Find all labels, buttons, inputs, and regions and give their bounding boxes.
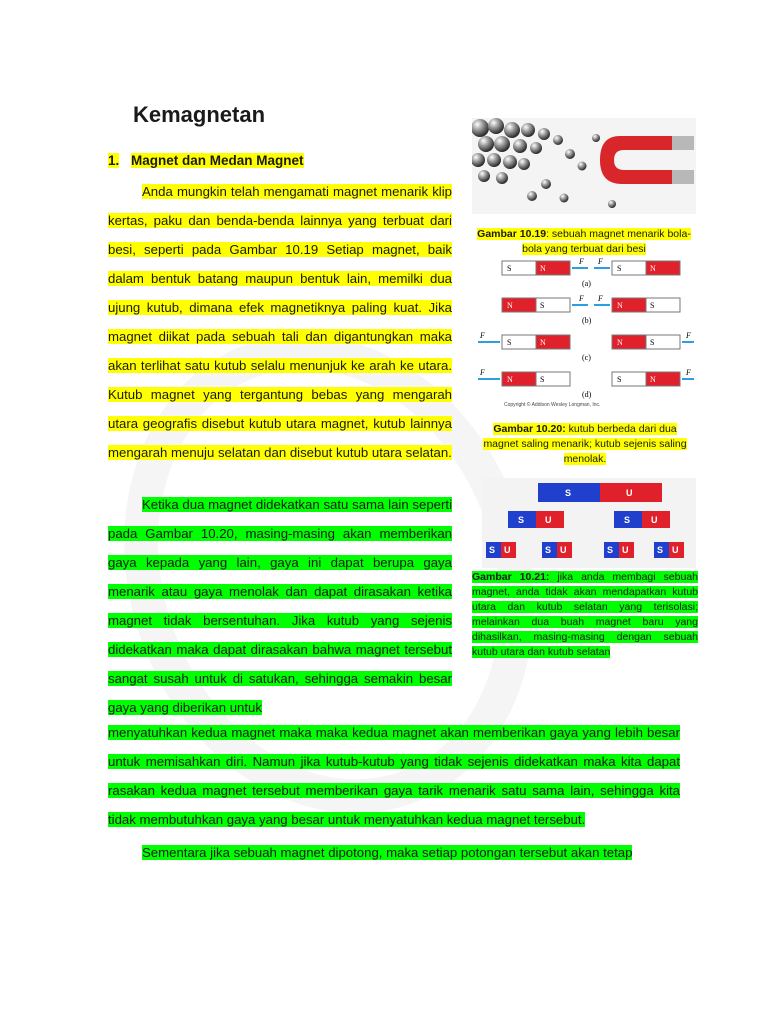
- figure-magnet-poles: [474, 256, 696, 408]
- section-number: 1.: [108, 153, 120, 168]
- paragraph-cut-magnet: Sementara jika sebuah magnet dipotong, maka setiap potongan tersebut akan tetap: [142, 845, 633, 860]
- paragraph-two-magnets: Ketika dua magnet didekatkan satu sama lain seperti pada Gambar 10.20, masing-masing akan memberikan gaya kepada yang lain, gaya ini dapat berupa gaya menarik atau gaya menolak dan dapat dirasakan ketika magnet tidak bersentuhan. Jika kutub yang sejenis didekatkan maka dapat dirasakan bahwa magnet tersebut sangat susah untuk di satukan, sehingga semakin besar gaya yang diberikan untuk: [108, 497, 452, 715]
- column-text-green: [108, 490, 452, 722]
- row-label-a: (a): [582, 279, 591, 288]
- pole-label-n: N: [540, 338, 546, 347]
- row-label-c: (c): [582, 353, 591, 362]
- paragraph-magnet-attraction: Anda mungkin telah mengamati magnet menarik klip kertas, paku dan benda-benda lainnya yang terbuat dari besi, seperti pada Gambar 10.19 Setiap magnet, baik dalam bentuk batang maupun bentuk lain, memilki dua ujung kutub, dimana efek magnetiknya paling kuat. Jika magnet diikat pada sebuah tali dan digantungkan maka akan terlihat satu kutub selalu menunjuk ke arah ke utara. Kutub magnet yang tergantung bebas yang mengarah utara geografis disebut kutub utara magnet, kutub lainnya mengarah menuju selatan dan disebut kutub utara selatan.: [108, 184, 452, 460]
- caption-figure-10-19: [475, 227, 693, 257]
- force-label: F: [579, 294, 584, 303]
- page-title: Kemagnetan: [133, 102, 266, 127]
- pole-label-s: S: [607, 545, 614, 555]
- pole-label-s: S: [518, 515, 525, 525]
- pole-label-u: U: [560, 545, 567, 555]
- pole-label-u: U: [504, 545, 511, 555]
- pole-label-s: S: [650, 338, 655, 347]
- force-label: F: [598, 294, 603, 303]
- force-label: F: [480, 331, 485, 340]
- force-label: F: [598, 257, 603, 266]
- caption-label: Gambar 10.20:: [493, 423, 566, 435]
- row-label-b: (b): [582, 316, 592, 325]
- pole-label-u: U: [651, 515, 658, 525]
- force-label: F: [579, 257, 584, 266]
- pole-label-n: N: [650, 264, 656, 273]
- pole-label-u: U: [622, 545, 629, 555]
- figure-split-magnet: [482, 478, 696, 568]
- pole-label-s: S: [507, 338, 512, 347]
- figure-magnet-balls: [472, 118, 696, 214]
- pole-label-s: S: [617, 375, 622, 384]
- pole-label-n: N: [540, 264, 546, 273]
- full-width-text: [108, 718, 680, 867]
- paragraph-two-magnets-continued: menyatuhkan kedua magnet maka maka kedua magnet akan memberikan gaya yang lebih besar untuk memisahkan diri. Namun jika kutub-kutub yang tidak sejenis didekatkan maka kita dapat rasakan kedua magnet tersebut memberikan gaya tarik menarik satu sama lain, sehingga kita tidak membutuhkan gaya yang besar untuk menyatuhkan kedua magnet tersebut.: [108, 725, 680, 827]
- pole-label-s: S: [540, 375, 545, 384]
- pole-label-s: S: [650, 301, 655, 310]
- row-label-d: (d): [582, 390, 592, 399]
- caption-figure-10-21: [472, 570, 698, 660]
- caption-figure-10-20: [475, 422, 695, 467]
- section-heading: [108, 153, 304, 168]
- pole-label-u: U: [672, 545, 679, 555]
- caption-text: kutub berbeda dari dua magnet saling menarik; kutub sejenis saling menolak.: [483, 423, 687, 465]
- pole-label-n: N: [617, 301, 623, 310]
- force-label: F: [686, 331, 691, 340]
- pole-label-u: U: [545, 515, 552, 525]
- pole-label-s: S: [624, 515, 631, 525]
- pole-label-n: N: [617, 338, 623, 347]
- force-label: F: [480, 368, 485, 377]
- pole-label-s: S: [489, 545, 496, 555]
- pole-label-s: S: [565, 488, 572, 498]
- pole-label-n: N: [507, 375, 513, 384]
- figure-credit: Copyright © Addison Wesley Longman, Inc.: [504, 402, 601, 408]
- pole-label-s: S: [657, 545, 664, 555]
- pole-label-s: S: [617, 264, 622, 273]
- pole-label-n: N: [507, 301, 513, 310]
- force-label: F: [686, 368, 691, 377]
- pole-label-u: U: [626, 488, 633, 498]
- caption-text: : sebuah magnet menarik bola-bola yang terbuat dari besi: [522, 228, 691, 255]
- caption-text: jika anda membagi sebuah magnet, anda tidak akan mendapatkan kutub utara dan kutub selatan yang terisolasi; melainkan dua buah magnet baru yang dihasilkan, masing-masing dengan sebuah kutub utara dan kutub selatan: [472, 571, 698, 658]
- caption-label: Gambar 10.19: [477, 228, 547, 240]
- pole-label-n: N: [650, 375, 656, 384]
- pole-label-s: S: [540, 301, 545, 310]
- column-text-yellow: [108, 177, 452, 467]
- section-title: Magnet dan Medan Magnet: [131, 153, 304, 168]
- pole-label-s: S: [507, 264, 512, 273]
- pole-label-s: S: [545, 545, 552, 555]
- caption-label: Gambar 10.21:: [472, 571, 550, 583]
